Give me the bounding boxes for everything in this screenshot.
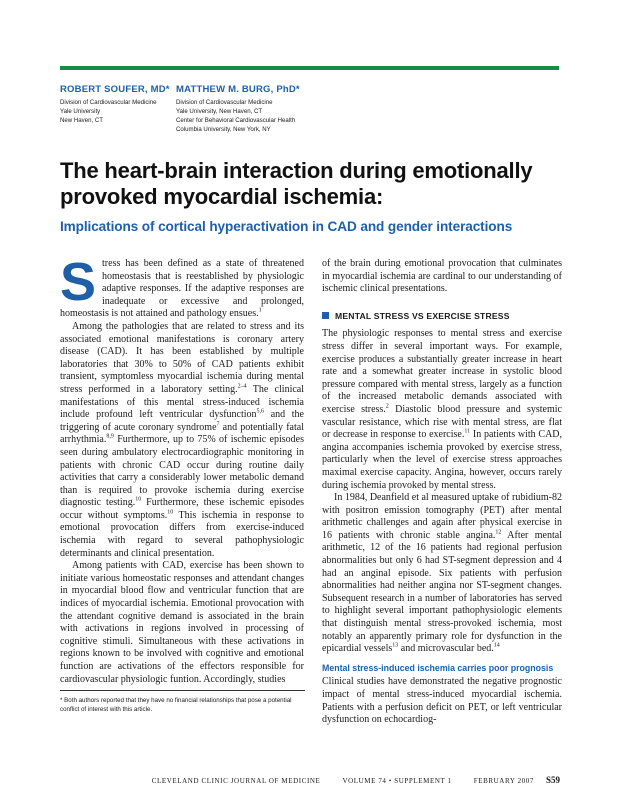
text-run: tress has been defined as a state of threatened homeostasis that is reestablished by physiologic adaptive responses. If the adaptive responses are inadequate or excessive and prolonged, homeostasis is not attained and pathology ensues. — [60, 258, 304, 320]
text-run: In patients with CAD, angina accompanies ischemia provoked by exercise stress, particularly when the level of exercise stress approaches maximal exercise capacity. Angina, however, occurs rarely during ischemia provoked by mental stress. — [322, 429, 563, 491]
article-title: The heart-brain interaction during emotionally provoked myocardial ischemia: — [60, 158, 533, 209]
author-affiliation-line: Columbia University, New York, NY — [176, 126, 271, 133]
column-left — [60, 252, 304, 686]
author-affiliation-line: New Haven, CT — [60, 117, 104, 124]
footnote-mark: * — [60, 697, 63, 704]
author-affiliation-line: Yale University, New Haven, CT — [176, 108, 263, 115]
text-run: and potentially fatal arrhythmia. — [60, 421, 304, 446]
author-block-1 — [60, 84, 170, 125]
volume-info: VOLUME 74 • SUPPLEMENT 1 — [342, 777, 452, 785]
text-run: Among the pathologies that are related to stress and its associated emotional manifestations is coronary artery disease (CAD). It has been established by multiple laboratories that 30% to 50% of CAD patients exhibit transient, symptomless myocardial ischemia during mental stress performed in a laboratory setting. — [60, 320, 304, 395]
footnote — [60, 690, 305, 714]
citation-ref: 11 — [464, 428, 471, 435]
citation-ref: 5,6 — [256, 408, 265, 415]
text-run: This ischemia in response to emotional provocation differs from exercise-induced ischemia with regard to several pathophysiologic determinants and clinical presentation. — [60, 509, 304, 559]
body-paragraph — [322, 328, 562, 492]
issue-date: FEBRUARY 2007 — [473, 777, 534, 785]
footnote-text: Both authors reported that they have no financial relationships that pose a potential conflict of interest with this article. — [60, 697, 292, 713]
body-paragraph — [60, 321, 304, 560]
text-run: The physiologic responses to mental stress and exercise stress differ in several important ways. For example, exercise produces a substantially greater increase in heart rate and a somewhat greater increase in systolic blood pressure compared with mental stress, largely as a function of the increased metabolic demands associated with exercise stress. — [322, 328, 562, 415]
author-affiliation-line: Center for Behavioral Cardiovascular Health — [176, 117, 296, 124]
text-run: and the triggering of acute coronary syndrome — [60, 409, 304, 433]
text-run: The clinical manifestations of this mental stress-induced ischemia include profound left ventricular dysfunction — [60, 383, 304, 421]
citation-ref: 13 — [392, 642, 399, 649]
text-run: Furthermore, up to 75% of ischemic episodes seen during ambulatory electrocardiographic monitoring in patients with chronic CAD occur during routine daily activities that carry a considerably lower metabolic demand than is required to provoke ischemia during exercise diagnostic testing. — [60, 434, 304, 509]
author-block-2 — [176, 84, 300, 134]
text-run: Diastolic blood pressure and systemic vascular resistance, which rise with mental stress, are flat or decrease in response to exercise. — [322, 403, 562, 441]
journal-name: CLEVELAND CLINIC JOURNAL OF MEDICINE — [151, 777, 321, 785]
page-footer — [60, 775, 560, 785]
author-affiliation-line: Division of Cardiovascular Medicine — [60, 99, 157, 106]
body-paragraph: Clinical studies have demonstrated the negative prognostic impact of mental stress-induced myocardial ischemia. Patients with a perfusion deficit on PET, or left ventricular dysfunction on echocardiog- — [322, 676, 562, 726]
citation-ref: 8,9 — [106, 433, 114, 440]
citation-ref: 7 — [216, 421, 220, 428]
square-bullet-icon — [322, 312, 329, 319]
body-paragraph — [322, 492, 562, 656]
column-right — [322, 258, 562, 727]
citation-ref: 2 — [385, 403, 389, 410]
body-paragraph: Among patients with CAD, exercise has been shown to initiate various homeostatic responses and attendant changes in myocardial blood flow and ventricular function that are indices of myocardial ischemia. Emotional provocation with the attendant cognitive demand is associated in the brain with activations in regions involved in processing of cognitive stimuli. Simultaneous with these activations in regions known to be involved with cognitive and emotional function are activations of the effectors responsible for cardiovascular physiologic funtion. Accordingly, studies — [60, 560, 304, 685]
author-affiliation-line: Yale University — [60, 108, 101, 115]
body-paragraph: of the brain during emotional provocation that culminates in myocardial ischemia are cardinal to our understanding of ischemic clinical presentations. — [322, 258, 562, 295]
page-number: S59 — [545, 775, 560, 785]
intro-paragraph — [60, 252, 304, 321]
author-name: ROBERT SOUFER, MD* — [60, 84, 170, 95]
text-run: Furthermore, these ischemic episodes occur without symptoms. — [60, 497, 304, 521]
top-rule — [60, 66, 559, 70]
section-heading-text: MENTAL STRESS VS EXERCISE STRESS — [335, 310, 510, 321]
citation-ref: 1 — [258, 308, 262, 315]
citation-ref: 12 — [495, 529, 502, 536]
article-subtitle: Implications of cortical hyperactivation in CAD and gender interactions — [60, 219, 513, 234]
section-heading — [322, 310, 562, 323]
citation-ref: 2–4 — [237, 383, 247, 390]
text-run: and microvascular bed. — [398, 643, 494, 655]
subsection-heading: Mental stress-induced ischemia carries poor prognosis — [322, 662, 554, 673]
citation-ref: 10 — [167, 509, 174, 516]
author-affiliation-line: Division of Cardiovascular Medicine — [176, 99, 273, 106]
drop-cap: S — [60, 252, 97, 312]
text-run: After mental arithmetic, 12 of the 16 patients had regional perfusion abnormalities but only 6 had ST-segment depression and 4 had an anginal episode. Six patients with perfusion abnormalities had neither angina nor ST-segment changes. Subsequent research in a number of laboratories has served to highlight several important pathophysiologic elements that distinguish mental stress-provoked ischemia, most notably an apparently primary role for dysfunction in the epicardial vessels — [322, 529, 562, 655]
citation-ref: 14 — [493, 642, 500, 649]
text-run: In 1984, Deanfield et al measured uptake of rubidium-82 with positron emission tomography (PET) after mental arithmetic challenges and again after physical exercise in 16 patients with chronic stable angina. — [322, 492, 562, 541]
citation-ref: 10 — [135, 496, 142, 503]
author-name: MATTHEW M. BURG, PhD* — [176, 84, 300, 95]
